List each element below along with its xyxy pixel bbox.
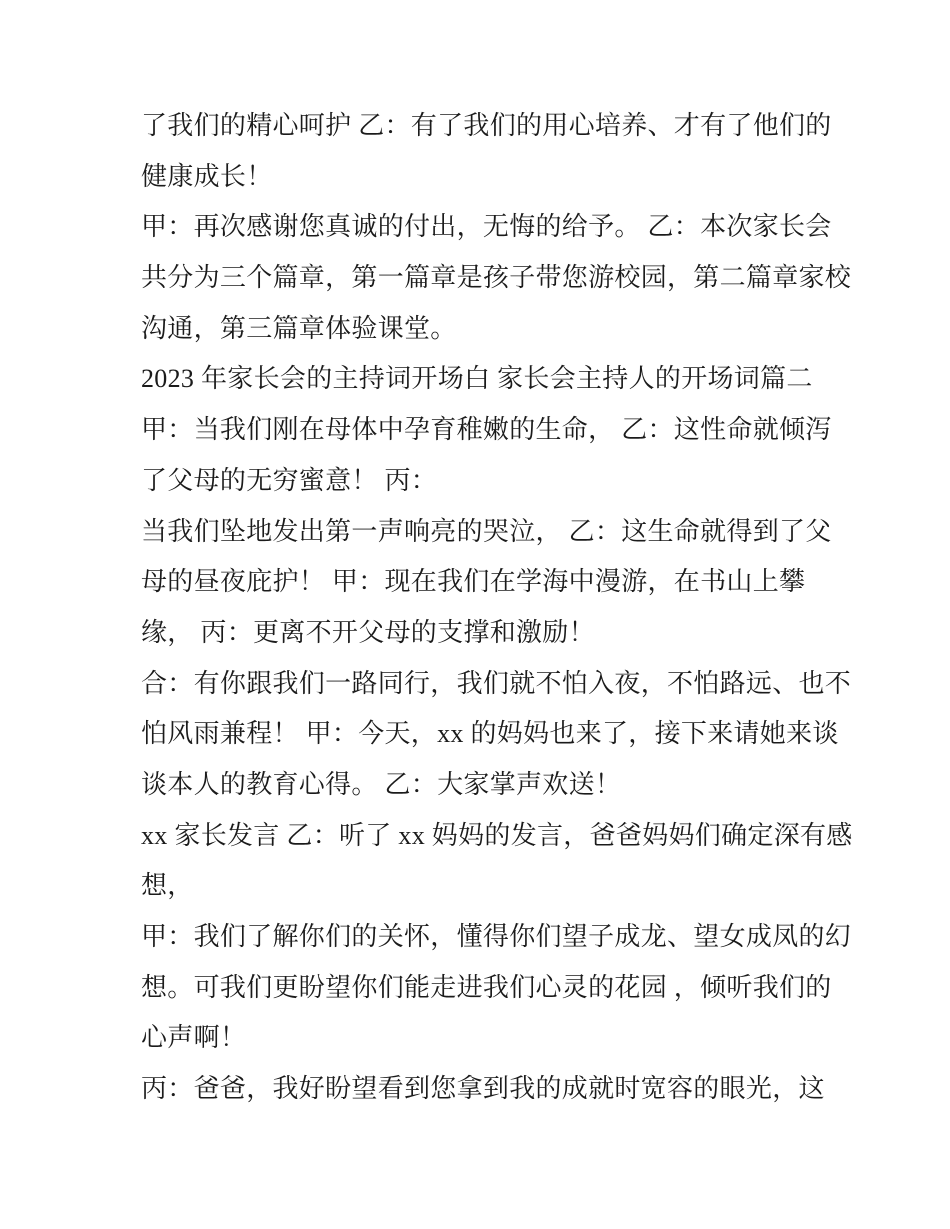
text-line: 心声啊！ — [141, 1023, 247, 1053]
document-body — [141, 101, 950, 1115]
text-line: 2023 年家长会的主持词开场白 家长会主持人的开场词篇二 — [141, 364, 813, 394]
text-line: 了父母的无穷蜜意！ 丙： — [141, 465, 438, 495]
text-line: 甲：再次感谢您真诚的付出，无悔的给予。 乙：本次家长会 — [141, 212, 832, 242]
text-line: 缘， 丙：更离不开父母的支撑和激励！ — [141, 617, 595, 647]
text-line: 甲：我们了解你们的关怀，懂得你们望子成龙、望女成凤的幻 — [141, 922, 852, 951]
text-line: 当我们坠地发出第一声响亮的哭泣， 乙：这生命就得到了父 — [141, 516, 832, 546]
text-line: 了我们的精心呵护 乙：有了我们的用心培养、才有了他们的 — [141, 111, 832, 140]
text-line: 沟通，第三篇章体验课堂。 — [141, 313, 457, 343]
text-line: 谈本人的教育心得。 乙：大家掌声欢送！ — [141, 769, 622, 799]
text-line: xx 家长发言 乙：听了 xx 妈妈的发言，爸爸妈妈们确定深有感 — [141, 820, 853, 850]
text-line: 健康成长！ — [141, 161, 273, 191]
text-line: 合：有你跟我们一路同行，我们就不怕入夜，不怕路远、也不 — [141, 668, 852, 698]
text-line: 怕风雨兼程！ 甲：今天，xx 的妈妈也来了，接下来请她来谈 — [141, 719, 839, 749]
text-line: 想。可我们更盼望你们能走进我们心灵的花园 ，倾听我们的 — [141, 972, 832, 1002]
text-line: 甲：当我们刚在母体中孕育稚嫩的生命， 乙：这性命就倾泻 — [141, 415, 832, 445]
text-line: 想， — [141, 871, 194, 901]
text-line: 共分为三个篇章，第一篇章是孩子带您游校园，第二篇章家校 — [141, 263, 852, 293]
text-line: 母的昼夜庇护！ 甲：现在我们在学海中漫游，在书山上攀 — [141, 567, 806, 597]
text-line: 丙：爸爸，我好盼望看到您拿到我的成就时宽容的眼光，这 — [141, 1074, 825, 1104]
